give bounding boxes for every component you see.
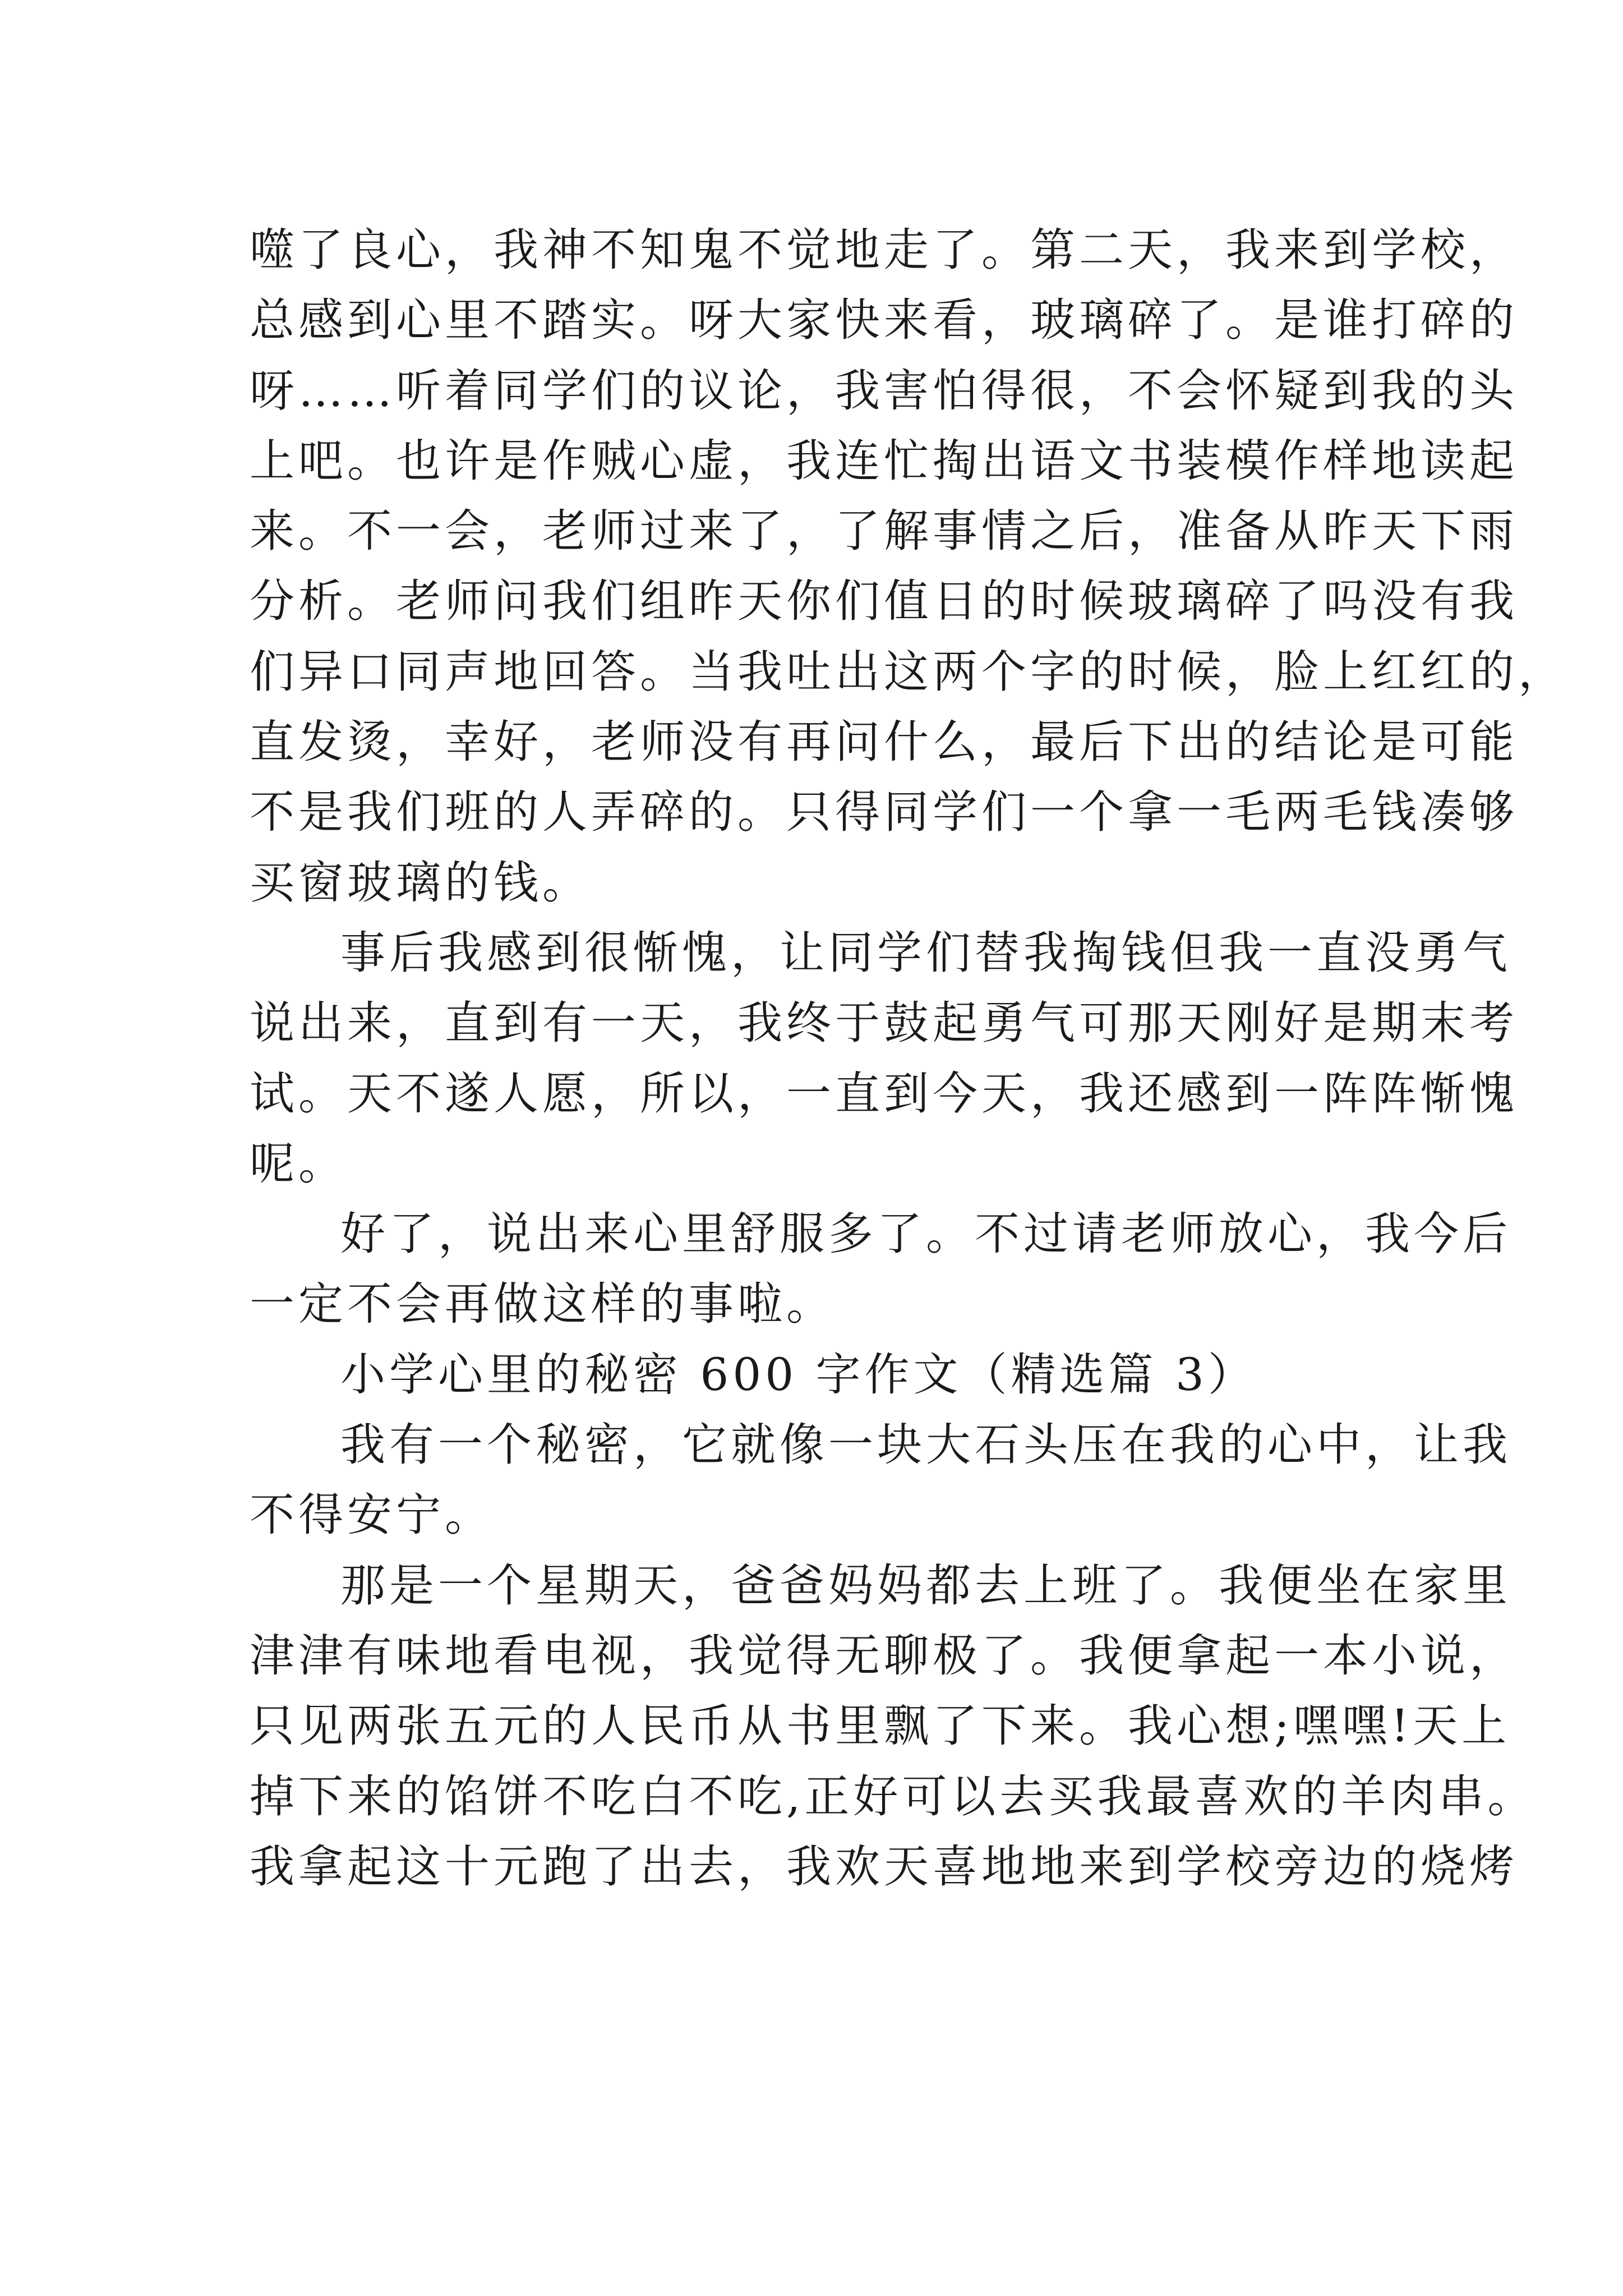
text-line: 我拿起这十元跑了出去，我欢天喜地地来到学校旁边的烧烤 (250, 1840, 1518, 1893)
text-line: 呢。 (250, 1137, 347, 1190)
text-line: 事后我感到很惭愧，让同学们替我掏钱但我一直没勇气 (340, 926, 1511, 979)
text-line: 说出来，直到有一天，我终于鼓起勇气可那天刚好是期末考 (250, 997, 1518, 1050)
text-line: 不得安宁。 (250, 1489, 494, 1542)
text-line: 总感到心里不踏实。呀大家快来看，玻璃碎了。是谁打碎的 (250, 294, 1518, 347)
text-line: 一定不会再做这样的事啦。 (250, 1278, 835, 1331)
text-line: 们异口同声地回答。当我吐出这两个字的时候，脸上红红的， (250, 645, 1567, 698)
text-line: 噬了良心，我神不知鬼不觉地走了。第二天，我来到学校， (250, 224, 1518, 276)
text-line: 只见两张五元的人民币从书里飘了下来。我心想;嘿嘿!天上 (250, 1700, 1511, 1752)
document-body (250, 215, 1567, 1902)
text-line: 呀……听着同学们的议论，我害怕得很，不会怀疑到我的头 (250, 364, 1518, 417)
text-line: 试。天不遂人愿，所以，一直到今天，我还感到一阵阵惭愧 (250, 1067, 1518, 1120)
text-line: 好了，说出来心里舒服多了。不过请老师放心，我今后 (340, 1208, 1511, 1260)
text-line: 掉下来的馅饼不吃白不吃,正好可以去买我最喜欢的羊肉串。 (250, 1770, 1537, 1823)
text-line: 买窗玻璃的钱。 (250, 856, 591, 909)
text-line: 上吧。也许是作贼心虚，我连忙掏出语文书装模作样地读起 (250, 434, 1518, 487)
text-line: 来。不一会，老师过来了，了解事情之后，准备从昨天下雨 (250, 505, 1518, 558)
text-line: 分析。老师问我们组昨天你们值日的时候玻璃碎了吗没有我 (250, 575, 1518, 628)
text-line: 直发烫，幸好，老师没有再问什么，最后下出的结论是可能 (250, 716, 1518, 769)
text-line: 不是我们班的人弄碎的。只得同学们一个拿一毛两毛钱凑够 (250, 786, 1518, 839)
text-line: 那是一个星期天，爸爸妈妈都去上班了。我便坐在家里 (340, 1559, 1511, 1612)
text-line: 津津有味地看电视，我觉得无聊极了。我便拿起一本小说， (250, 1629, 1518, 1682)
text-line: 我有一个秘密，它就像一块大石头压在我的心中，让我 (340, 1419, 1511, 1471)
text-line: 小学心里的秘密 600 字作文（精选篇 3） (340, 1348, 1257, 1401)
